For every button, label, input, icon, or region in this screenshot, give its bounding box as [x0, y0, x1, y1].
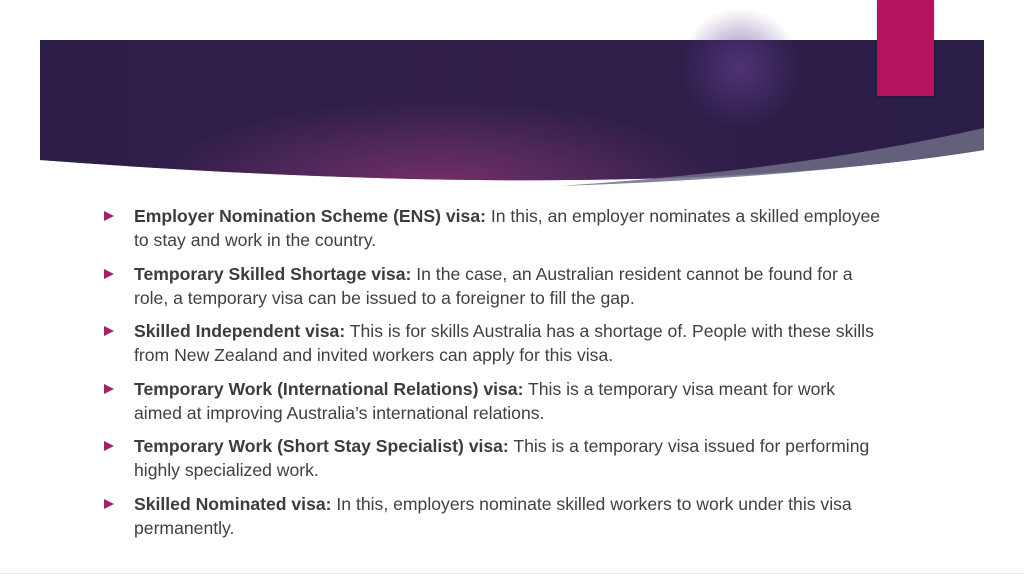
bullet-list	[104, 204, 884, 550]
bullet-term: Skilled Independent visa:	[134, 321, 346, 342]
bullet-term: Employer Nomination Scheme (ENS) visa:	[134, 206, 486, 226]
bullet-term: Temporary Work (International Relations) visa:	[134, 378, 524, 399]
bullet-marker-icon	[104, 269, 114, 279]
bullet-short-stay-specialist-visa	[104, 434, 884, 482]
accent-tab	[877, 0, 934, 96]
bullet-marker-icon	[104, 499, 114, 509]
bullet-text: This is for skills Australia has a shortage of. People with these skills from New Zealand and invited workers can apply for this visa.	[134, 321, 874, 366]
bullet-text: In this, an employer nominates a skilled employee to stay and work in the country.	[134, 206, 881, 250]
bullet-term: Temporary Skilled Shortage visa:	[134, 263, 412, 284]
bullet-marker-icon	[104, 441, 114, 451]
bullet-text: In the case, an Australian resident cannot be found for a role, a temporary visa can be issued to a foreigner to fill the gap.	[134, 263, 853, 308]
bullet-temporary-skilled-shortage-visa	[104, 262, 884, 310]
bullet-text: This is a temporary visa issued for performing highly specialized work.	[134, 436, 870, 481]
bullet-marker-icon	[104, 326, 114, 336]
bullet-text: This is a temporary visa meant for work aimed at improving Australia’s international relations.	[134, 378, 836, 423]
bullet-term: Skilled Nominated visa:	[134, 493, 332, 514]
bullet-ens-visa	[104, 204, 884, 252]
title-banner	[0, 0, 1024, 200]
bullet-term: Temporary Work (Short Stay Specialist) visa:	[134, 436, 509, 457]
bullet-marker-icon	[104, 211, 114, 221]
bullet-international-relations-visa	[104, 377, 884, 425]
bullet-marker-icon	[104, 384, 114, 394]
bullet-text: In this, employers nominate skilled workers to work under this visa permanently.	[134, 493, 852, 538]
bottom-divider	[0, 573, 1024, 574]
bullet-skilled-independent-visa	[104, 319, 884, 367]
bullet-skilled-nominated-visa	[104, 492, 884, 540]
